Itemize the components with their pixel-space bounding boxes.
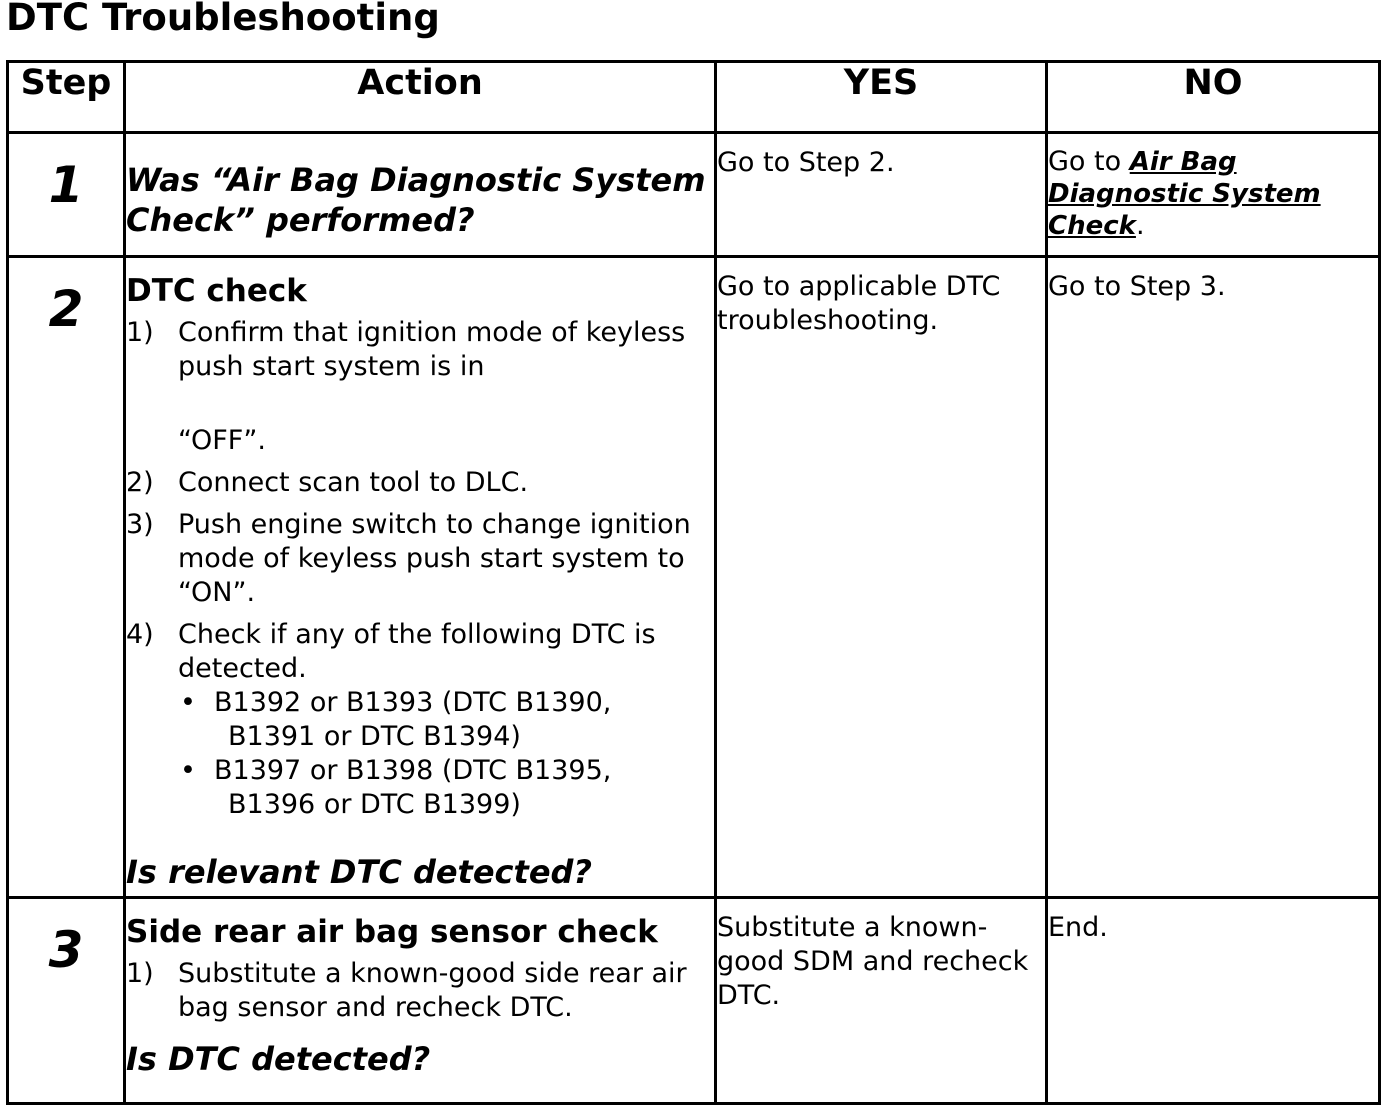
step-question: Is DTC detected? — [126, 1040, 431, 1078]
step-cell — [8, 898, 125, 1104]
no-prefix: Go to — [1048, 146, 1130, 177]
step-question: Was “Air Bag Diagnostic System Check” performed? — [126, 161, 706, 239]
procedure-number: 1) — [126, 317, 154, 348]
step-question: Is relevant DTC detected? — [126, 853, 592, 891]
header-row — [8, 62, 1380, 133]
procedure-number: 2) — [126, 467, 154, 498]
step-number: 3 — [48, 921, 84, 979]
dtc-code-line: B1397 or B1398 (DTC B1395, — [214, 755, 612, 786]
header-action: Action — [125, 62, 716, 133]
yes-cell — [716, 257, 1047, 898]
action-cell — [125, 133, 716, 257]
procedure-number: 3) — [126, 509, 154, 540]
action-cell — [125, 257, 716, 898]
yes-text: Go to Step 2. — [717, 147, 895, 178]
yes-cell — [716, 133, 1047, 257]
step-number: 1 — [48, 156, 84, 214]
procedure-item — [126, 957, 714, 1025]
page-title: DTC Troubleshooting — [6, 0, 440, 39]
procedure-item — [126, 618, 714, 822]
no-suffix: . — [1135, 210, 1145, 241]
no-text: Go to Step 3. — [1048, 271, 1226, 302]
yes-cell — [716, 898, 1047, 1104]
table-row-step-3 — [8, 898, 1380, 1104]
dtc-table — [6, 60, 1381, 1105]
dtc-code-list — [178, 686, 714, 822]
header-step: Step — [8, 62, 125, 133]
procedure-list — [126, 316, 714, 822]
no-cell — [1047, 898, 1380, 1104]
step-number: 2 — [48, 280, 84, 338]
no-cell — [1047, 133, 1380, 257]
air-bag-diagnostic-check-link[interactable]: Air Bag Diagnostic System Check — [1048, 147, 1321, 241]
procedure-text: Connect scan tool to DLC. — [178, 467, 529, 498]
bullet-icon: • — [180, 755, 196, 786]
no-cell — [1047, 257, 1380, 898]
procedure-text: Substitute a known-good side rear air bag sensor and recheck DTC. — [178, 958, 687, 1023]
dtc-code-item — [178, 686, 714, 754]
action-cell — [125, 898, 716, 1104]
yes-text: Go to applicable DTC troubleshooting. — [717, 271, 1001, 336]
procedure-text: Confirm that ignition mode of keyless push start system is in — [178, 317, 686, 382]
step-subtitle: DTC check — [126, 273, 307, 309]
step-subtitle: Side rear air bag sensor check — [126, 914, 658, 950]
header-yes: YES — [716, 62, 1047, 133]
procedure-text: Push engine switch to change ignition mode of keyless push start system to “ON”. — [178, 509, 691, 608]
dtc-code-item — [178, 754, 714, 822]
dtc-code-line: B1396 or DTC B1399) — [228, 789, 521, 820]
procedure-number: 1) — [126, 958, 154, 989]
procedure-number: 4) — [126, 619, 154, 650]
procedure-text: Check if any of the following DTC is detected. — [178, 619, 656, 684]
step-cell — [8, 133, 125, 257]
table-row-step-2 — [8, 257, 1380, 898]
procedure-item — [126, 508, 714, 610]
dtc-code-line: B1392 or B1393 (DTC B1390, — [214, 687, 612, 718]
procedure-item — [126, 466, 714, 500]
dtc-code-line: B1391 or DTC B1394) — [228, 721, 521, 752]
header-no: NO — [1047, 62, 1380, 133]
procedure-item — [126, 316, 714, 458]
step-cell — [8, 257, 125, 898]
table-row-step-1 — [8, 133, 1380, 257]
no-text: End. — [1048, 912, 1108, 943]
procedure-text-continued: “OFF”. — [178, 425, 266, 456]
yes-text: Substitute a known-good SDM and recheck DTC. — [717, 912, 1029, 1011]
procedure-list — [126, 957, 714, 1025]
bullet-icon: • — [180, 687, 196, 718]
